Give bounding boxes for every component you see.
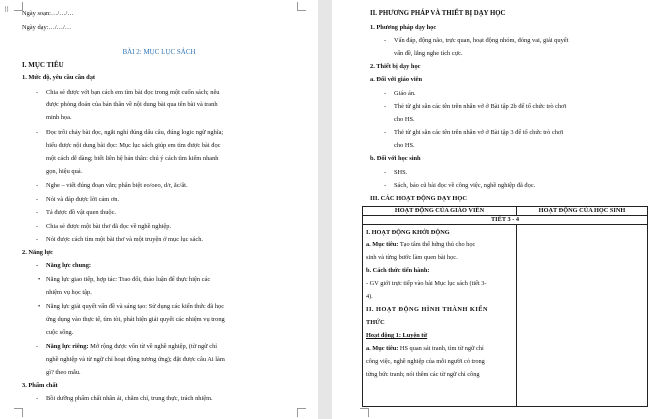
method-label: b. Cách thức tiến hành: [366, 267, 430, 274]
table-header-teacher: HOẠT ĐỘNG CỦA GIÁO VIÊN [363, 207, 517, 216]
teacher-equipment-line: - Thẻ từ ghi sẵn các tên trên nhân vở ở Bài tập 2b để tổ chức trò chơi [394, 103, 566, 111]
table-period-row: TIẾT 3 - 4 [363, 216, 648, 225]
special-competence-line [46, 343, 217, 351]
table-header-student: HOẠT ĐỘNG CỦA HỌC SINH [517, 207, 648, 216]
drag-handle-icon[interactable]: ⠿ [4, 6, 10, 14]
activity-heading: II. HOẠT ĐỘNG HÌNH THÀNH KIẾN [366, 306, 489, 313]
teacher-equipment-line: - Thẻ từ ghi sẵn các tên trên nhân vở ở Bài tập 3 để tổ chức trò chơi [394, 129, 563, 137]
quality-line: - Bồi dưỡng phẩm chất nhân ái, chăm chỉ, trung thực, trách nhiệm. [46, 395, 213, 403]
competence-line: nghề nghiệp và từ ngữ chỉ hoạt động tương ứng); đặt được câu Ai làm [46, 356, 225, 363]
teacher-equipment-line: cho HS. [394, 142, 415, 149]
teacher-activity-cell [363, 225, 517, 407]
special-competence-label: Năng lực riêng: [46, 343, 89, 350]
objective-line: - Nghe – viết đúng đoạn văn; phân biệt eo/oeo, d/r, ăc/ât. [46, 182, 188, 190]
objective-line: - Nói và đáp được lời cảm ơn. [46, 196, 119, 204]
activity-subheading: Hoạt động 1: Luyện từ [366, 332, 428, 339]
competence-line: gì? theo mẫu. [46, 369, 81, 376]
subsection-methods: 1. Phương pháp dạy học [370, 24, 437, 31]
objective-line: gọn, hiệu quả. [46, 168, 83, 175]
student-equipment-line: - SHS. [394, 169, 407, 177]
left-page [0, 0, 318, 419]
activity-line: - GV giới trực tiếp vào bài Mục lục sách (tiết 3- [366, 280, 487, 287]
competence-line: • Năng lực giao tiếp, hợp tác: Trao đổi, thảo luận để thực hiện các [46, 276, 210, 284]
date-prepared: Ngày soạn:…/…/… [22, 10, 74, 17]
competence-line: • Năng lực giải quyết vấn đề và sáng tạo: Sử dụng các kiến thức đã học [46, 303, 224, 311]
goal-text: HS quan sát tranh, tìm từ ngữ chỉ [398, 345, 484, 352]
activity-line: sinh và từng bước làm quen bài học. [366, 254, 458, 261]
section-methods: II. PHƯƠNG PHÁP VÀ THIẾT BỊ DẠY HỌC [370, 10, 506, 17]
activities-table [362, 206, 648, 407]
general-competence-label: - Năng lực chung: [46, 262, 91, 270]
student-equipment-heading: b. Đối với học sinh [370, 155, 421, 162]
special-competence-text: Mở rộng được vốn từ về nghề nghiệp, (từ ngữ chỉ [88, 343, 218, 350]
margin-corner-mark [360, 408, 369, 417]
competence-line: cuộc sống. [46, 329, 74, 336]
margin-corner-mark [14, 408, 23, 417]
teacher-equipment-line: - Giáo án. [394, 90, 416, 98]
activity-line [366, 241, 513, 249]
objective-line: được phỏng đoán của bản thân về nội dung bài qua tên bài và tranh [46, 101, 218, 108]
objective-line: minh họa. [46, 114, 72, 121]
competence-line: ứng dụng vào thực tế, tìm tòi, phát hiện giải quyết các nhiệm vụ trong [46, 316, 225, 323]
teacher-equipment-line: cho HS. [394, 116, 415, 123]
subsection-requirements: 1. Mức độ, yêu cầu cần đạt [22, 74, 96, 81]
right-page [332, 0, 650, 419]
objective-line: - Chia sẻ được với bạn cách em tìm bài đọc trong một cuốn sách; nêu [46, 89, 220, 97]
subsection-qualities: 3. Phẩm chất [22, 382, 58, 389]
competence-line: nhiệm vụ học tập. [46, 289, 92, 296]
objective-line: hiểu được nội dung bài đọc: Mục lục sách giúp em tìm được bài đọc [46, 142, 221, 149]
student-activity-cell [517, 225, 648, 407]
goal-text: Tạo tâm thế hứng thú cho học [398, 241, 476, 248]
method-line: vấn đề, lắng nghe tích cực. [394, 50, 463, 57]
margin-corner-mark [297, 408, 306, 417]
section-objectives: I. MỤC TIÊU [22, 61, 64, 69]
date-teaching: Ngày dạy:…/…/… [22, 24, 72, 31]
student-equipment-line: - Sách, báo cũ bài đọc về công việc, nghề nghiệp đã đọc. [394, 182, 535, 190]
section-activities: III. CÁC HOẠT ĐỘNG DẠY HỌC [370, 195, 467, 202]
objective-line: - Nói được cách tìm một bài thơ và một truyện ở mục lục sách. [46, 236, 203, 244]
activity-line: 4). [366, 293, 373, 300]
lesson-title: BÀI 2: MỤC LỤC SÁCH [122, 48, 196, 56]
margin-corner-mark [297, 2, 306, 11]
goal-label: a. Mục tiêu: [366, 241, 399, 248]
activity-line: từng bức tranh; nói thêm các từ ngữ chỉ công [366, 371, 480, 378]
activity-heading: THỨC [366, 319, 385, 326]
activity-line [366, 345, 513, 353]
objective-line: - Tả được đồ vật quen thuộc. [46, 209, 116, 217]
objective-line: một cách dễ dàng; biết liên hệ bản thân: chú ý cách tìm kiếm nhanh [46, 155, 219, 162]
teacher-equipment-heading: a. Đối với giáo viên [370, 76, 423, 83]
subsection-equipment: 2. Thiết bị dạy học [370, 63, 421, 70]
goal-label: a. Mục tiêu: [366, 345, 399, 352]
activity-line: công việc, nghề nghiệp của mỗi người có trong [366, 358, 485, 365]
subsection-competence: 2. Năng lực [22, 249, 53, 256]
objective-line: - Đọc trôi chảy bài đọc, ngắt nghỉ đúng dấu câu, đúng logic ngữ nghĩa; [46, 129, 223, 137]
objective-line: - Chia sẻ được một bài thơ đã đọc về nghề nghiệp. [46, 223, 171, 231]
method-line: - Vấn đáp, động não, trực quan, hoạt động nhóm, đóng vai, giải quyết [394, 37, 568, 45]
activity-heading: I. HOẠT ĐỘNG KHỞI ĐỘNG [366, 229, 450, 236]
